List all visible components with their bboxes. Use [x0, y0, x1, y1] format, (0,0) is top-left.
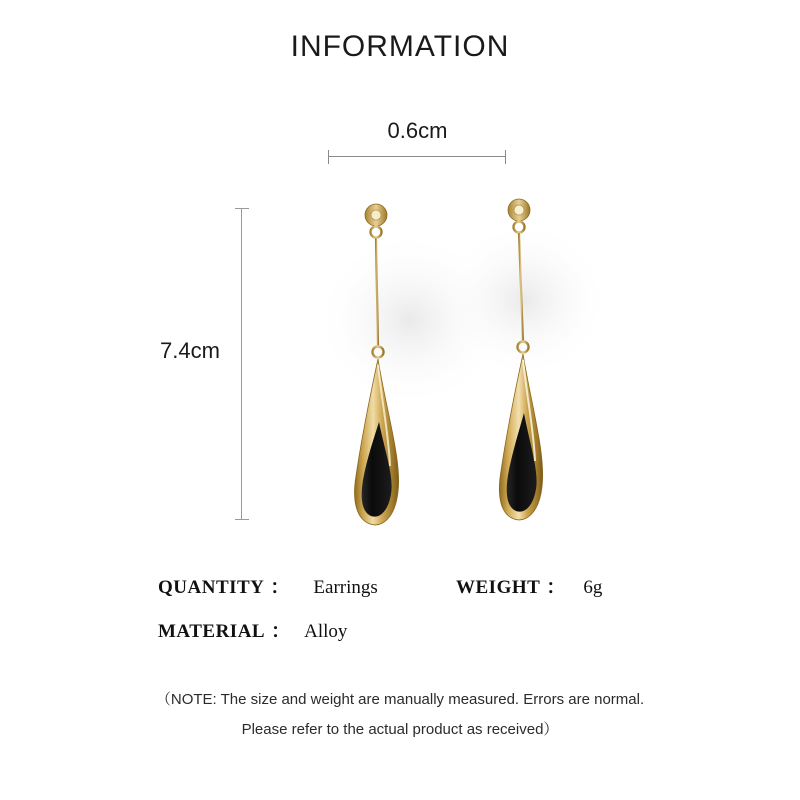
height-dimension-line [241, 208, 242, 520]
page-title: INFORMATION [290, 30, 510, 63]
note-line-1: （NOTE: The size and weight are manually measured. Errors are normal. [155, 691, 645, 708]
width-dimension-bar [328, 150, 506, 164]
spec-weight-value: 6g [583, 577, 603, 598]
spec-list [0, 572, 800, 660]
spec-material-key: MATERIAL [158, 621, 266, 642]
spec-quantity-colon: ： [270, 577, 290, 598]
spec-quantity-value: Earrings [313, 577, 378, 598]
spec-weight-key: WEIGHT [456, 577, 541, 598]
earrings-illustration [290, 170, 610, 570]
spec-weight-colon: ： [546, 577, 566, 598]
width-dimension-label: 0.6cm [387, 118, 448, 143]
spec-quantity-key: QUANTITY [158, 577, 265, 598]
height-dimension-cap-top [235, 208, 249, 209]
spec-quantity [158, 572, 378, 599]
width-dimension-cap-right [505, 150, 506, 164]
height-dimension-label: 7.4cm [160, 338, 220, 363]
note-line-2: Please refer to the actual product as received） [241, 721, 559, 738]
spec-weight [456, 572, 602, 599]
spec-row [0, 572, 800, 616]
height-dimension-bar [235, 208, 249, 520]
width-dimension-cap-left [328, 150, 329, 164]
height-dimension-cap-bottom [235, 519, 249, 520]
spec-material-value: Alloy [304, 621, 348, 642]
width-dimension-line [328, 156, 506, 157]
spec-row [0, 616, 800, 660]
spec-material [158, 616, 347, 643]
spec-material-colon: ： [271, 621, 291, 642]
product-photo [290, 170, 610, 570]
